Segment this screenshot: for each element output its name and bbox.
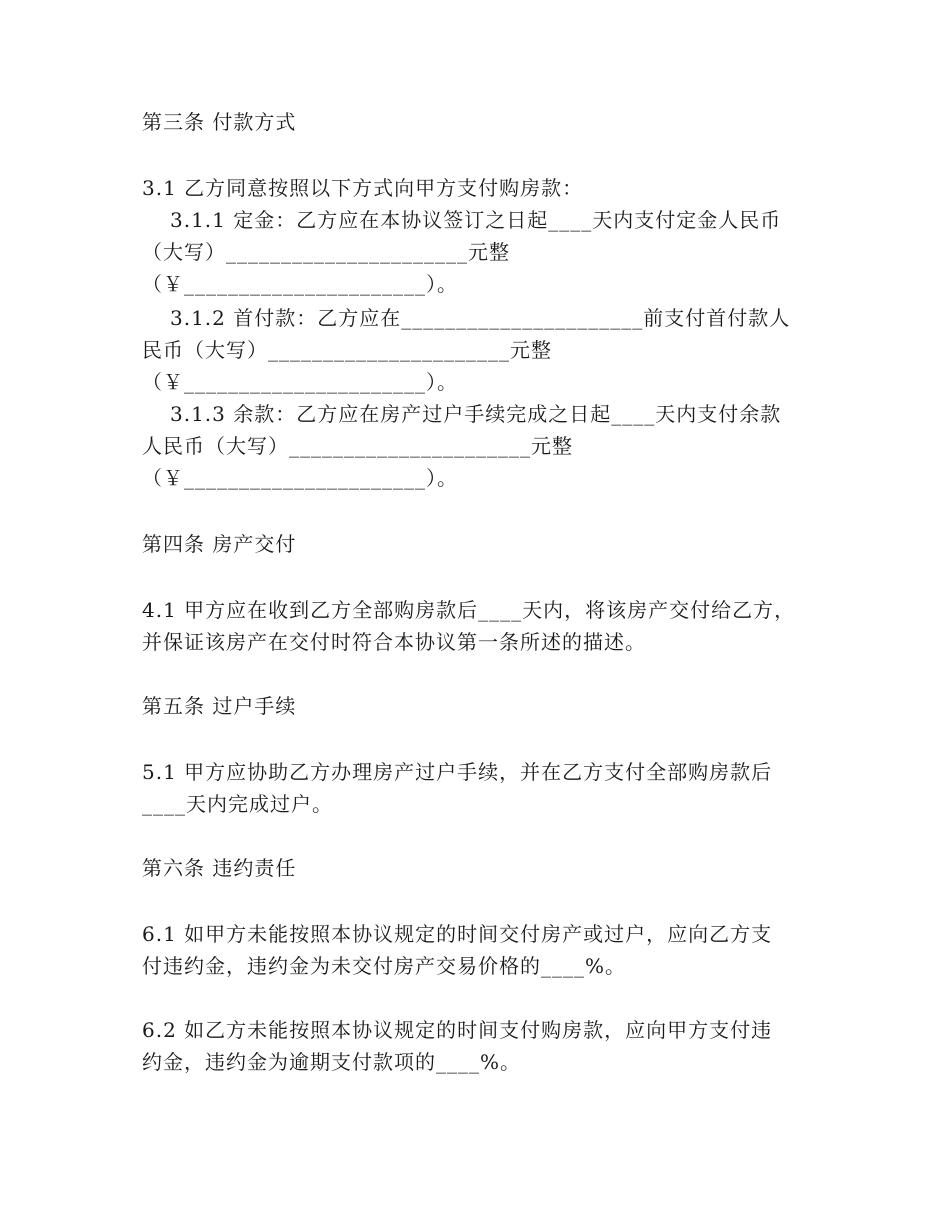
clause-3-1-3-line-3: （￥______________________）。 [142,466,458,490]
clause-3-1-3-line-2: 人民币（大写）______________________元整 [142,434,573,458]
clause-3-1-2-line-1: 3.1.2 首付款：乙方应在______________________前支付首付款人 [170,306,791,330]
clause-3-1-1-line-1: 3.1.1 定金：乙方应在本协议签订之日起____天内支付定金人民币 [170,208,782,232]
clause-6-2-line-2: 约金，违约金为逾期支付款项的____%。 [142,1050,522,1074]
clause-3-1: 3.1 乙方同意按照以下方式向甲方支付购房款： [142,176,584,200]
clause-3-1-3-line-1: 3.1.3 余款：乙方应在房产过户手续完成之日起____天内支付余款 [170,402,782,426]
article-3-heading: 第三条 付款方式 [142,110,297,134]
article-4-heading: 第四条 房产交付 [142,532,297,556]
clause-4-1-line-2: 并保证该房产在交付时符合本协议第一条所述的描述。 [142,630,646,654]
clause-6-1-line-2: 付违约金，违约金为未交付房产交易价格的____%。 [142,954,627,978]
clause-5-1-line-2: ____天内完成过户。 [142,792,333,816]
article-5-heading: 第五条 过户手续 [142,694,297,718]
clause-6-2-line-1: 6.2 如乙方未能按照本协议规定的时间支付购房款，应向甲方支付违 [142,1018,773,1042]
clause-3-1-1-line-2: （大写）______________________元整 [142,240,510,264]
clause-3-1-2-line-2: 民币（大写）______________________元整 [142,338,552,362]
clause-4-1-line-1: 4.1 甲方应在收到乙方全部购房款后____天内，将该房产交付给乙方， [142,598,796,622]
clause-6-1-line-1: 6.1 如甲方未能按照本协议规定的时间交付房产或过户，应向乙方支 [142,922,773,946]
clause-5-1-line-1: 5.1 甲方应协助乙方办理房产过户手续，并在乙方支付全部购房款后 [142,760,773,784]
clause-3-1-1-line-3: （￥______________________）。 [142,272,458,296]
clause-3-1-2-line-3: （￥______________________）。 [142,370,458,394]
article-6-heading: 第六条 违约责任 [142,856,297,880]
